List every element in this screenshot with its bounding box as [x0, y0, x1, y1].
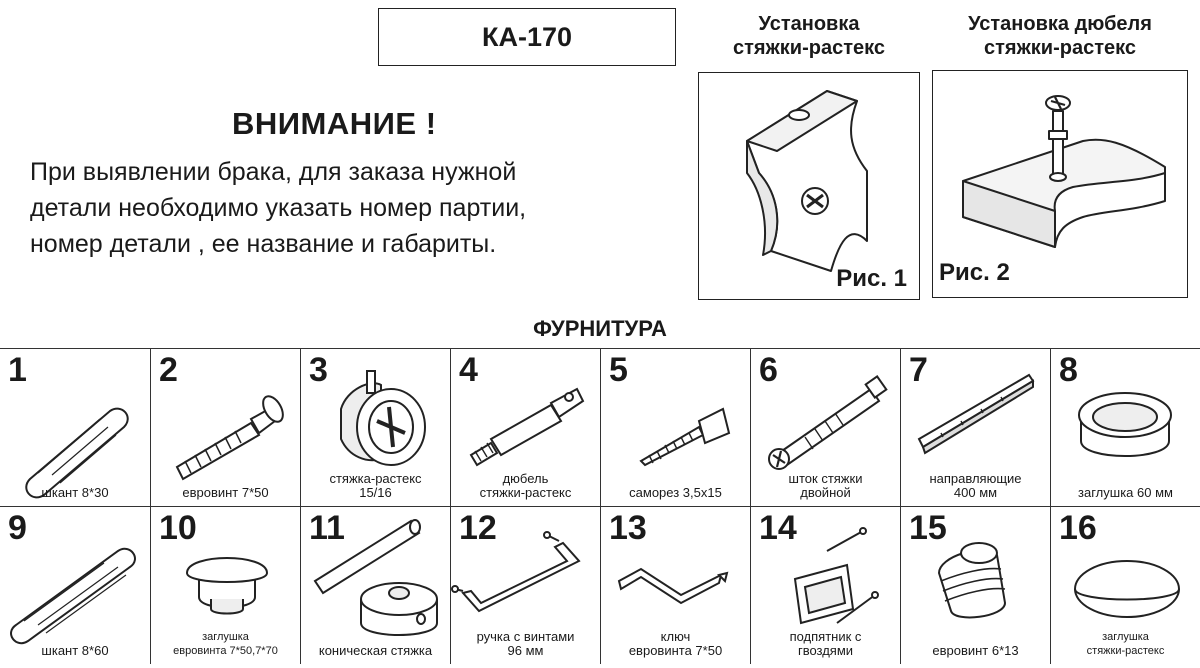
part-number: 11: [309, 509, 345, 547]
figure-2-label: Рис. 2: [939, 259, 1010, 286]
part-number: 1: [8, 351, 27, 389]
part-caption: евровинт 7*50: [182, 485, 269, 500]
part-cell: [450, 348, 600, 506]
part-caption: коническая стяжка: [318, 643, 433, 658]
part-number: 10: [159, 509, 197, 547]
attention-line: номер детали , ее название и габариты.: [30, 230, 497, 258]
part-number: 14: [759, 509, 797, 547]
part-cell: [0, 348, 150, 506]
part-number: 3: [309, 351, 328, 389]
part-number: 5: [609, 351, 628, 389]
parts-grid: [0, 348, 1200, 664]
long-dowel-icon: [0, 507, 150, 664]
part-caption: саморез 3,5х15: [629, 485, 722, 500]
part-caption: ручка с винтами 96 мм: [476, 629, 575, 658]
part-number: 13: [609, 509, 647, 547]
part-number: 2: [159, 351, 178, 389]
dowel-icon: [0, 349, 150, 506]
attention-line: детали необходимо указать номер партии,: [30, 194, 527, 222]
part-number: 7: [909, 351, 928, 389]
model-number: КА-170: [481, 21, 573, 52]
part-number: 4: [459, 351, 478, 389]
part-cell: [150, 506, 300, 664]
part-cell: [0, 506, 150, 664]
attention-text: [30, 154, 670, 262]
part-caption: подпятник с гвоздями: [789, 629, 862, 658]
part-caption: шток стяжки двойной: [788, 471, 863, 500]
part-caption: заглушка 60 мм: [1078, 485, 1173, 500]
part-caption: заглушка стяжки-растекс: [1086, 631, 1165, 657]
model-number-box: [378, 8, 676, 66]
attention-title: ВНИМАНИЕ !: [232, 106, 437, 141]
part-cell: [150, 348, 300, 506]
figure-1-box: [698, 72, 920, 300]
part-cell: [750, 348, 900, 506]
part-cell: [750, 506, 900, 664]
part-caption: дюбель стяжки-растекс: [479, 471, 572, 500]
part-cell: [450, 506, 600, 664]
cable-grommet-icon: [1051, 349, 1200, 506]
figure-1-caption: Установка стяжки-растекс: [733, 13, 885, 59]
conical-connector-icon: [301, 507, 450, 664]
part-caption: заглушка евровинта 7*50,7*70: [173, 631, 278, 657]
part-number: 15: [909, 509, 947, 547]
part-number: 16: [1059, 509, 1097, 547]
part-cell: [1050, 348, 1200, 506]
part-cell: [900, 506, 1050, 664]
section-title: ФУРНИТУРА: [533, 316, 667, 341]
part-caption: евровинт 6*13: [932, 643, 1019, 658]
part-caption: ключ евровинта 7*50: [628, 629, 723, 658]
part-cell: [300, 506, 450, 664]
part-cell: [600, 348, 750, 506]
euroscrew-icon: [151, 349, 300, 506]
figure-1-label: Рис. 1: [836, 265, 907, 292]
part-cell: [900, 348, 1050, 506]
part-number: 8: [1059, 351, 1078, 389]
part-cell: [300, 348, 450, 506]
part-caption: шкант 8*60: [41, 643, 109, 658]
attention-line: При выявлении брака, для заказа нужной: [30, 158, 517, 186]
part-caption: направляющие 400 мм: [929, 471, 1022, 500]
part-number: 6: [759, 351, 778, 389]
figure-2-box: [932, 70, 1188, 298]
short-euroscrew-icon: [901, 507, 1050, 664]
part-caption: шкант 8*30: [41, 485, 109, 500]
part-cell: [1050, 506, 1200, 664]
part-number: 12: [459, 509, 497, 547]
part-number: 9: [8, 509, 27, 547]
part-cell: [600, 506, 750, 664]
part-caption: стяжка-растекс 15/16: [329, 471, 422, 500]
wood-screw-icon: [601, 349, 750, 506]
figure-2-caption: Установка дюбеля стяжки-растекс: [968, 13, 1152, 59]
